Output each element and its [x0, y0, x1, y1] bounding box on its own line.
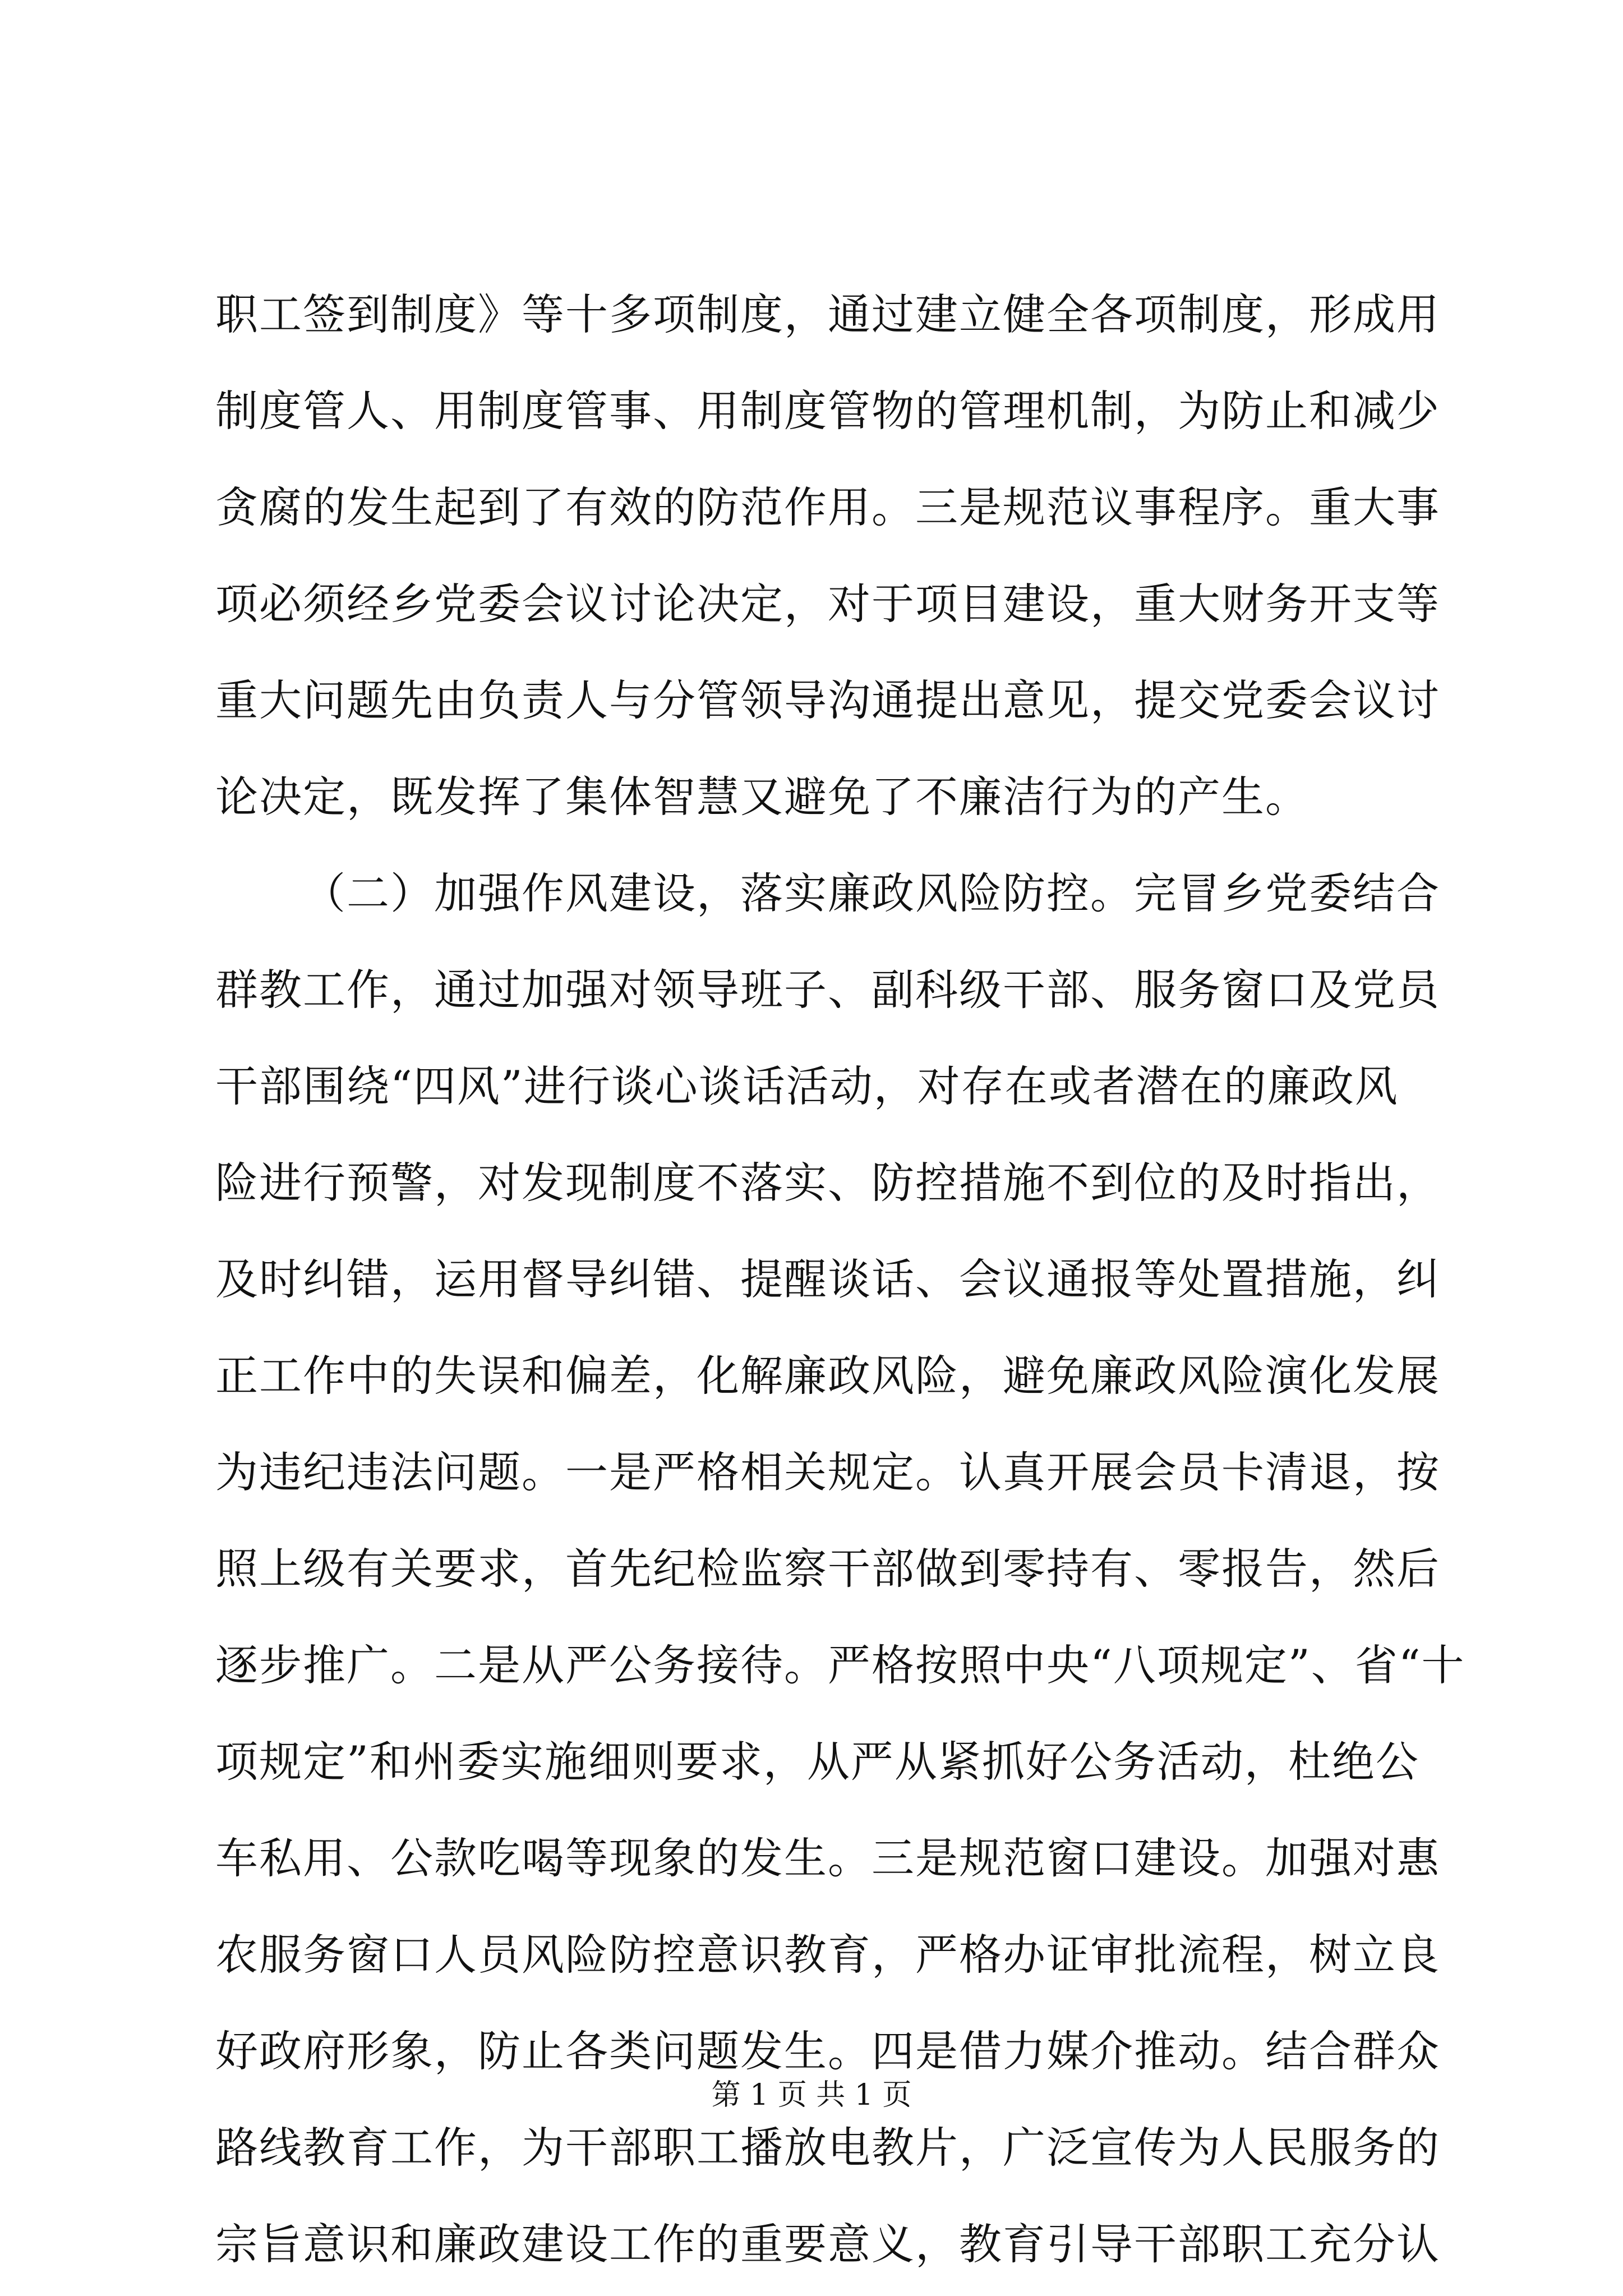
text-line: 项规定”和州委实施细则要求，从严从紧抓好公务活动，杜绝公	[215, 1737, 1419, 1787]
text-line: 宗旨意识和廉政建设工作的重要意义，教育引导干部职工充分认	[215, 2219, 1440, 2269]
text-line: 农服务窗口人员风险防控意识教育，严格办证审批流程，树立良	[215, 1930, 1440, 1980]
text-line: 制度管人、用制度管事、用制度管物的管理机制，为防止和减少	[215, 386, 1440, 436]
text-line: 重大问题先由负责人与分管领导沟通提出意见，提交党委会议讨	[215, 675, 1440, 725]
section-heading-line: （二）加强作风建设，落实廉政风险防控。完冒乡党委结合	[303, 868, 1440, 918]
text-line: 好政府形象，防止各类问题发生。四是借力媒介推动。结合群众	[215, 2026, 1440, 2076]
text-line: 正工作中的失误和偏差，化解廉政风险，避免廉政风险演化发展	[215, 1351, 1440, 1401]
text-line: 车私用、公款吃喝等现象的发生。三是规范窗口建设。加强对惠	[215, 1833, 1440, 1883]
body-text	[215, 266, 1465, 2293]
text-line: 险进行预警，对发现制度不落实、防控措施不到位的及时指出，	[215, 1158, 1440, 1208]
text-line: 项必须经乡党委会议讨论决定，对于项目建设，重大财务开支等	[215, 579, 1440, 629]
text-line: 干部围绕“四风”进行谈心谈话活动，对存在或者潜在的廉政风	[215, 1061, 1399, 1111]
text-line: 为违纪违法问题。一是严格相关规定。认真开展会员卡清退，按	[215, 1447, 1440, 1497]
page-number-footer: 第 1 页 共 1 页	[711, 2078, 912, 2112]
text-line: 路线教育工作，为干部职工播放电教片，广泛宣传为人民服务的	[215, 2123, 1440, 2173]
text-line: 照上级有关要求，首先纪检监察干部做到零持有、零报告，然后	[215, 1544, 1440, 1594]
text-line: 论决定，既发挥了集体智慧又避免了不廉洁行为的产生。	[215, 772, 1309, 822]
text-line: 职工签到制度》等十多项制度，通过建立健全各项制度，形成用	[215, 289, 1440, 339]
text-line: 及时纠错，运用督导纠错、提醒谈话、会议通报等处置措施，纠	[215, 1254, 1440, 1304]
text-line: 贪腐的发生起到了有效的防范作用。三是规范议事程序。重大事	[215, 482, 1440, 532]
text-line: 逐步推广。二是从严公务接待。严格按照中央“八项规定”、省“十	[215, 1640, 1465, 1690]
text-line: 群教工作，通过加强对领导班子、副科级干部、服务窗口及党员	[215, 965, 1440, 1015]
